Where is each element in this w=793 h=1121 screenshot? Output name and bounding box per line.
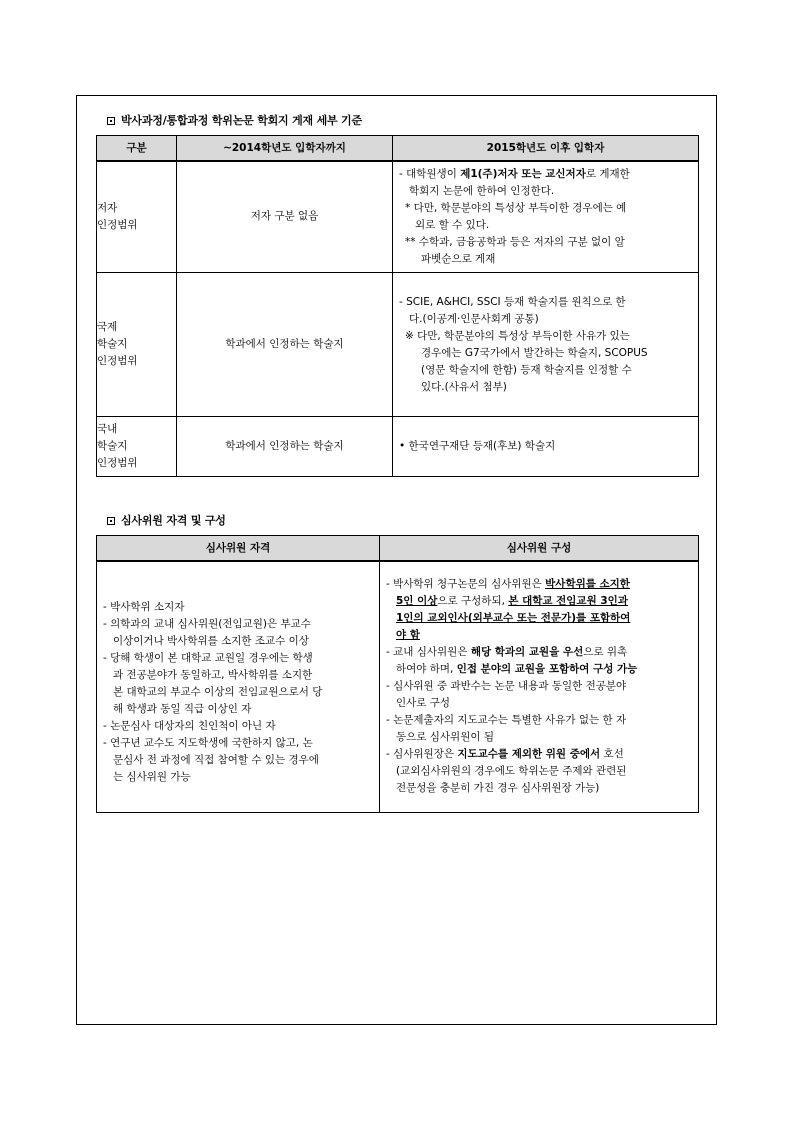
text-line: 파벳순으로 게재 <box>421 252 496 265</box>
row-category <box>97 161 177 273</box>
text-line: (교외심사위원의 경우에도 학위논문 주제와 관련된 <box>396 765 627 778</box>
text-line: - SCIE, A&HCI, SSCI 등재 학술지를 원칙으로 한 <box>399 295 626 308</box>
composition-cell <box>380 561 699 813</box>
row-before-2014: 학과에서 인정하는 학술지 <box>177 273 393 417</box>
table-header-row <box>97 536 699 561</box>
category-line: 저자 <box>97 201 118 214</box>
header-after-2015: 2015학년도 이후 입학자 <box>393 136 699 161</box>
text-line: 인사로 구성 <box>396 697 451 710</box>
section2-title <box>107 512 226 528</box>
text-line: * 다만, 학문분야의 특성상 부득이한 경우에는 예 <box>405 201 627 214</box>
text-line: - 논문제출자의 지도교수는 특별한 사유가 없는 한 자 <box>386 714 627 727</box>
text-line: - 박사학위 청구논문의 심사위원은 박사학위를 소지한 <box>386 578 630 591</box>
section2-title-text: 심사위원 자격 및 구성 <box>121 514 226 527</box>
text-line: 본 대학교의 부교수 이상의 전임교원으로서 당 <box>113 686 323 699</box>
category-line: 인정범위 <box>97 218 138 231</box>
header-before-2014: ~2014학년도 입학자까지 <box>177 136 393 161</box>
table-row <box>97 273 699 417</box>
header-composition: 심사위원 구성 <box>380 536 699 561</box>
category-line: 학술지 <box>97 440 128 452</box>
row-category <box>97 417 177 477</box>
text-line: 야 함 <box>396 629 420 642</box>
category-line: 국제 <box>97 321 118 333</box>
section1-title <box>107 112 362 128</box>
text-line: 이상이거나 박사학위를 소지한 조교수 이상 <box>113 635 309 648</box>
row-before-2014: 저자 구분 없음 <box>177 161 393 273</box>
row-after-2015 <box>393 417 699 477</box>
text-line: 경우에는 G7국가에서 발간하는 학술지, SCOPUS <box>421 346 648 359</box>
committee-table <box>96 535 699 813</box>
text-line: - 연구년 교수도 지도학생에 국한하지 않고, 논 <box>103 737 313 750</box>
text-line: 있다.(사유서 첨부) <box>421 380 507 393</box>
category-line: 학술지 <box>97 338 128 350</box>
row-category <box>97 273 177 417</box>
header-qualification: 심사위원 자격 <box>97 536 380 561</box>
text-line: 외로 할 수 있다. <box>415 218 490 231</box>
text-line: - 당해 학생이 본 대학교 교원일 경우에는 학생 <box>103 652 313 665</box>
thesis-journal-criteria-table <box>96 135 699 477</box>
table-row <box>97 161 699 273</box>
category-line: 인정범위 <box>97 457 138 469</box>
square-bullet-icon <box>107 517 115 525</box>
text-line: - 교내 심사위원은 해당 학과의 교원을 우선으로 위촉 <box>386 646 628 659</box>
text-line: 해 학생과 동일 직급 이상인 자 <box>113 703 252 716</box>
text-line: 문심사 전 과정에 직접 참여할 수 있는 경우에 <box>113 754 319 767</box>
table-header-row <box>97 136 699 161</box>
header-category: 구분 <box>97 136 177 161</box>
text-line: 과 전공분야가 동일하고, 박사학위를 소지한 <box>113 669 313 682</box>
text-line: 1인의 교외인사(외부교수 또는 전문가)를 포함하여 <box>396 612 631 625</box>
square-bullet-icon <box>107 117 115 125</box>
text-line: 하여야 하며, 인접 분야의 교원을 포함하여 구성 가능 <box>396 663 638 676</box>
text-line: (영문 학술지에 한함) 등재 학술지를 인정할 수 <box>421 363 632 376</box>
table-row <box>97 561 699 813</box>
row-before-2014: 학과에서 인정하는 학술지 <box>177 417 393 477</box>
text-line: - 의학과의 교내 심사위원(전임교원)은 부교수 <box>103 618 311 631</box>
section1-title-text: 박사과정/통합과정 학위논문 학회지 게재 세부 기준 <box>121 114 362 127</box>
text-line: • 한국연구재단 등재(후보) 학술지 <box>399 440 556 452</box>
text-line: ※ 다만, 학문분야의 특성상 부득이한 사유가 있는 <box>405 329 630 342</box>
text-line: - 박사학위 소지자 <box>103 601 185 614</box>
row-after-2015 <box>393 273 699 417</box>
text-line: 5인 이상으로 구성하되, 본 대학교 전임교원 3인과 <box>396 595 628 608</box>
text-line: ** 수학과, 금융공학과 등은 저자의 구분 없이 알 <box>405 235 625 248</box>
category-line: 국내 <box>97 423 118 435</box>
text-line: - 심사위원 중 과반수는 논문 내용과 동일한 전공분야 <box>386 680 627 693</box>
text-line: 동으로 심사위원이 됨 <box>396 731 494 744</box>
qualification-cell <box>97 561 380 813</box>
category-line: 인정범위 <box>97 355 138 367</box>
text-line: 학회지 논문에 한하여 인정한다. <box>409 184 555 197</box>
table-row <box>97 417 699 477</box>
text-line: - 대학원생이 제1(주)저자 또는 교신저자로 게재한 <box>399 167 630 180</box>
text-line: - 심사위원장은 지도교수를 제외한 위원 중에서 호선 <box>386 748 624 761</box>
text-line: 전문성을 충분히 가진 경우 심사위원장 가능) <box>396 782 600 795</box>
text-line: 는 심사위원 가능 <box>113 771 191 784</box>
text-line: - 논문심사 대상자의 친인척이 아닌 자 <box>103 720 276 733</box>
row-after-2015 <box>393 161 699 273</box>
text-line: 다.(이공계·인문사회계 공통) <box>409 312 539 325</box>
